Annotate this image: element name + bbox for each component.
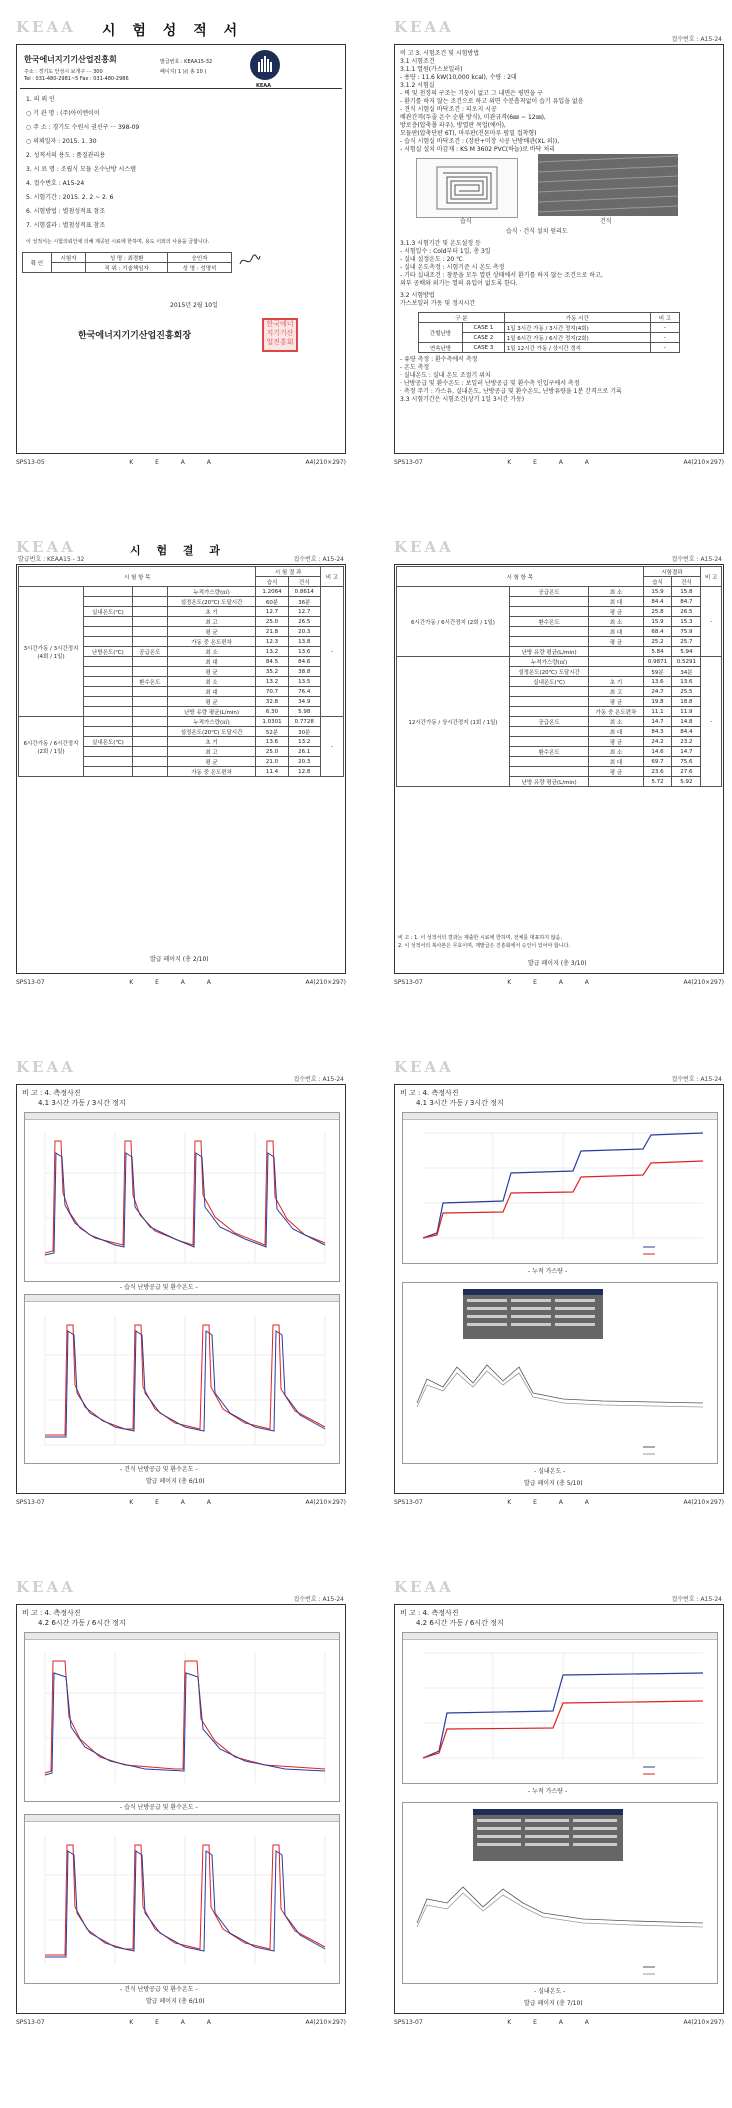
text-line: · 실내온도 : 실내 온도 조절기 위치 [400,372,491,379]
section-subtitle: 4.2 6시간 가동 / 6시간 정지 [38,1619,126,1627]
chart-caption-2: - 건식 난방공급 및 환수온도 - [120,1466,198,1473]
table-row: 평 균 19.8 18.8 [397,697,722,707]
org-name: 한국에너지기기산업진흥회 [24,55,117,64]
chart-caption-1: - 습식 난방공급 및 환수온도 - [120,1804,198,1811]
text-line: - 시험일수 : Cold부터 1일, 총 3일 [400,248,491,255]
keaa-watermark: KEAA [394,1058,454,1076]
text-line: 외부 공배와 외기는 열의 유입이 없도록 한다. [400,280,518,287]
text-line: 4. 접수번호 : A15-24 [26,180,85,187]
page-footer: SPS13-07 K E A A A4(210×297) [394,2019,724,2026]
table-row: 3시간가동 / 3시간정지 (4회 / 1일) 누적가스량(㎥) 1.2064 0.8614 - [19,587,344,597]
page-footer: SPS13-07 K E A A A4(210×297) [16,1499,346,1506]
table-row: 공급온도 최 소 14.7 14.8 [397,717,722,727]
text-line: 2. 성적서의 용도 : 품질관리용 [26,152,106,159]
table-row: 실내온도(℃) 초 기 13.6 13.2 [19,737,344,747]
text-line: 3.3 시험기간은 시험조건(상기 1일 3시간 가동) [400,396,525,403]
chart-caption-2: - 실내온도 - [534,1468,566,1475]
receipt-number: 접수번호 : A15-24 [293,1076,344,1083]
table-row: 난방 유량 평균(L/min) 5.84 5.94 [397,647,722,657]
page-1-certificate [10,16,352,468]
text-line: - 실내 온도측정 : 시험기준 시 온도 측정 [400,264,505,271]
issue-number: 발급번호 : KEAA15-32 [160,59,213,65]
indoor-temp-chart [402,1282,718,1464]
text-line: - 견식 시험실 바닥조건 : 피오지 시공 [400,106,497,113]
sign-table [22,252,232,273]
table-row: 6시간가동 / 6시간정지 (2회 / 1일) 공급온도 최 소 15.9 15.8 - [397,587,722,597]
page-title: 시 험 성 적 서 [102,23,244,39]
text-line: - 유량 측정 : 환수측에서 측정 [400,356,478,363]
section-title: 비 고 : 4. 측정사진 [400,1089,459,1097]
logo-text: KEAA [256,83,272,89]
text-line: 3.1 시험조건 [400,58,435,65]
text-line: · 난방공급 및 환수온도 : 보일러 난방공급 및 환수측 인입구에서 측정 [400,380,580,387]
text-line: 6. 시험방법 : 별첨성적표 참조 [26,208,106,215]
note-2: 2. 이 성적서의 복사본은 무효이며, 재발급은 진흥회에서 승인이 있어야 합니다. [398,943,570,949]
table-row: 설정온도(20℃) 도달시간 59분 34분 [397,667,722,677]
sign-approver: 승인자 [167,253,231,263]
table-row: 평 균 21.8 20.3 [19,627,344,637]
table-row: 최 고 25.0 26.5 [19,617,344,627]
issue-date: 2015년 2월 10일 [170,302,218,309]
table-row: 설정온도(20℃) 도달시간 52분 30분 [19,727,344,737]
receipt-number: 접수번호 : A15-24 [671,1596,722,1603]
text-line: - 기타 실내조건 : 창문을 모두 열린 상태에서 환기를 하지 않는 조건으로 하고, [400,272,603,279]
page-4-results [388,536,730,988]
receipt-number: 접수번호 : A15-24 [671,556,722,563]
signature-mark [238,252,262,270]
org-tel: Tel : 031-480-2981~5 Fax : 031-480-2986 [24,76,129,82]
table-row: 설정온도(20℃) 도달시간 60분 36분 [19,597,344,607]
page-footer: SPS13-05 K E A A A4(210×297) [16,459,346,466]
receipt-number: 접수번호 : A15-24 [293,1596,344,1603]
table-row: 실내온도(℃) 초 기 12.7 12.7 [19,607,344,617]
text-line: 방로층(압축폴 파우), 방열판 목업(에어), [400,122,506,129]
page-7-temp-charts [10,1576,352,2028]
text-line: 배관간격(두줄 온수 순환 방식), 미관규격(6㎜ ~ 12㎜), [400,114,546,121]
sign-approver-name: 성 명 : 성명석 [167,263,231,273]
chart-caption-2: - 실내온도 - [534,1988,566,1995]
section-subtitle: 4.1 3시간 가동 / 3시간 정지 [416,1099,504,1107]
caption-dry: 건식 [600,218,612,225]
divider [20,88,342,89]
page-footer-text: 발급 페이지 (총 7/10) [524,2000,583,2007]
section-title: 비 고 : 4. 측정사진 [22,1089,81,1097]
table-row: 환수온도 최 소 15.9 15.3 [397,617,722,627]
text-line: 3.2 시험방법 [400,292,435,299]
page-footer-text: 발급 페이지 (총 3/10) [528,960,587,967]
chart-caption-1: - 누적 가스량 - [528,1788,568,1795]
keaa-watermark: KEAA [16,1058,76,1076]
page-footer: SPS13-07 K E A A A4(210×297) [394,459,724,466]
dry-install-photo [538,154,678,216]
table-row: 6시간가동 / 6시간정지 (2회 / 1일) 누적가스량(㎥) 1.0301 0.7728 - [19,717,344,727]
table-row: 최 대 84.4 84.7 [397,597,722,607]
table-row: 평 균 24.2 23.2 [397,737,722,747]
photo-caption: 습식 · 건식 설치 원리도 [506,228,568,235]
keaa-watermark: KEAA [394,1578,454,1596]
chart-header-bar [403,1633,717,1640]
chart-caption-1: - 누적 가스량 - [528,1268,568,1275]
table-row: 난방온도(℃) 공급온도 최 소 13.2 13.6 [19,647,344,657]
results-table-1: 시 험 항 목 시 험 결 과 비 고 습식 건식 3시간가동 / 3시간정지 (4회 / 1일) 누적가스량(㎥) 1.2064 0.8614 - 설정온도(20℃) 도달시간 60분 36분 실내온도(℃) 초 기 12.7 12.7 최 고 25.0 26.5 평 균 21.8 20.3 가동 중 온도편차 12.3 13.8 난방온도(℃) 공급온도 최 소 13.2 13.6 최 대 84.5 84.6 평 균 35.2 38.8 환수온도 최 소 13.2 13.5 최 대 70.7 76.4 평 균 32.8 34.9 난방 유량 평균(L/min) 6.30 5.98 6시간가동 / 6시간정지 (2회 / 1일) 누적가스량(㎥) 1.0301 0.7728 - 설정온도(20℃) 도달시간 52분 30분 실내온도(℃) 초 기 13.6 13.2 최 고 25.0 26.1 평 균 21.0 20.3 가동 중 온도편차 11.4 12.8 [18,566,344,777]
text-line: - 실내 설정온도 : 20 ℃ [400,256,463,263]
text-line: 1. 의 뢰 인 [26,96,55,103]
table-row: 최 대 84.5 84.6 [19,657,344,667]
text-line: 3.1.1 열원(가스보일러) [400,66,463,73]
page-3-results [10,536,352,988]
section-subtitle: 4.1 3시간 가동 / 3시간 정지 [38,1099,126,1107]
page-footer: SPS13-07 K E A A A4(210×297) [16,979,346,986]
receipt-number: 접수번호 : A15-24 [671,1076,722,1083]
table-row: 평 균 32.8 34.9 [19,697,344,707]
table-row: 간헐난방 CASE 1 1일 3시간 가동 / 3시간 정지(4회) - [419,323,680,333]
table-row: 최 대 69.7 75.6 [397,757,722,767]
table-row: 가동 중 온도편차 12.3 13.8 [19,637,344,647]
notice-text: 이 성적서는 시험의뢰인에 의해 제공된 시료에 한하며, 용도 이외의 사용을 금합니다. [26,239,210,245]
page-number: 페이지( 1 )/( 총 10 ) [160,69,207,75]
table-row: 12시간가동 / 상시간정지 (1회 / 1일) 누적가스량(㎥) 0.9871 0.5291 - [397,657,722,667]
indoor-temp-chart [402,1802,718,1984]
page-8-gas-charts [388,1576,730,2028]
keaa-watermark: KEAA [394,538,454,556]
cumulative-gas-chart [402,1112,718,1264]
text-line: 가스보일러 가동 및 정지시간 [400,300,476,307]
keaa-watermark: KEAA [16,18,76,36]
text-line: - 온도 측정 [400,364,430,371]
table-row: 가동 중 온도편차 11.4 12.8 [19,767,344,777]
sign-tester: 시험자 [51,253,86,263]
chart-header-bar [25,1113,339,1120]
wet-temp-chart [24,1632,340,1802]
chart-header-bar [403,1113,717,1120]
text-line: 5. 시험기간 : 2015. 2. 2 ~ 2. 6 [26,194,114,201]
table-row: 최 대 68.4 75.9 [397,627,722,637]
chart-lines [403,1283,717,1463]
table-row: 실내온도(℃) 초 기 13.6 13.6 [397,677,722,687]
text-line: ○ 주 소 : 경기도 수원시 권선구 ··· 398-09 [26,124,140,131]
table-row: 최 대 84.3 84.4 [397,727,722,737]
section-subtitle: 4.2 6시간 가동 / 6시간 정지 [416,1619,504,1627]
page-footer-text: 발급 페이지 (총 6/10) [146,1998,205,2005]
table-row: 최 고 24.7 25.5 [397,687,722,697]
chart-lines [403,1803,717,1983]
table-row: 평 균 23.6 27.6 [397,767,722,777]
table-row: 난방 유량 평균(L/min) 5.72 5.92 [397,777,722,787]
wet-install-diagram [416,158,518,218]
operation-table: 구 분 가동 시간 비 고 간헐난방 CASE 1 1일 3시간 가동 / 3시간 정지(4회) - CASE 2 1일 6시간 가동 / 6시간 정지(2회) - 연속난방 CASE 3 1일 12시간 가동 / 상시간 정지 - [418,312,680,353]
note-1: 비 고 : 1. 이 성적서의 결과는 제출한 시료에 한하며, 전체를 대표하지 않음. [398,935,562,941]
text-line: - 환기를 하지 않는 조건으로 하고 외면 수분흡착없이 습기 유입을 없음 [400,98,584,105]
chart-lines [403,1633,717,1783]
page-footer-text: 발급 페이지 (총 6/10) [146,1478,205,1485]
table-row: 환수온도 최 소 13.2 13.5 [19,677,344,687]
sign-tester-name: 성 명 : 최경환 [86,253,168,263]
table-row: 최 대 70.7 76.4 [19,687,344,697]
data-overlay-window [463,1289,603,1339]
text-line: - 시험실 설치 마감재 : KS M 3602 PVC(하늘)로 바닥 처리 [400,146,555,153]
table-row: 가동 중 온도편차 11.1 11.9 [397,707,722,717]
keaa-watermark: KEAA [394,18,454,36]
results-table-2: 시 험 항 목 시험결과 비 고 습식 건식 6시간가동 / 6시간정지 (2회 / 1일) 공급온도 최 소 15.9 15.8 - 최 대 84.4 84.7 평 균 25.8 26.5 환수온도 최 소 15.9 15.3 최 대 68.4 75.9 평 균 25.2 25.7 난방 유량 평균(L/min) 5.84 5.94 12시간가동 / 상시간정지 (1회 / 1일) 누적가스량(㎥) 0.9871 0.5291 - 설정온도(20℃) 도달시간 59분 34분 실내온도(℃) 초 기 13.6 13.6 최 고 24.7 25.5 평 균 19.8 18.8 가동 중 온도편차 11.1 11.9 공급온도 최 소 14.7 14.8 최 대 84.3 84.4 평 균 24.2 23.2 환수온도 최 소 14.6 14.7 최 대 69.7 75.6 평 균 23.6 27.6 난방 유량 평균(L/min) 5.72 5.92 [396,566,722,787]
chart-lines [403,1113,717,1263]
table-row: 평 균 25.2 25.7 [397,637,722,647]
table-row: 평 균 21.0 20.3 [19,757,344,767]
text-line: - 벽 및 천정의 구조는 기둥이 없고 그 내면은 평면을 구 [400,90,543,97]
page-6-gas-charts [388,1056,730,1508]
chart-header-bar [25,1295,339,1302]
chart-caption-1: - 습식 난방공급 및 환수온도 - [120,1284,198,1291]
text-line: 3.1.3 시험기간 및 온도설정 등 [400,240,481,247]
page-footer-text: 발급 페이지 (총 2/10) [150,956,209,963]
page-footer-text: 발급 페이지 (총 5/10) [524,1480,583,1487]
text-line: 3.1.2 시험실 [400,82,435,89]
text-line: 모듈판(압축단판 6T), 마루판(진톤마루 펌밀 접착형) [400,130,537,137]
official-stamp: 한국에너 지기기산 업진흥회 [262,318,298,352]
table-row: 평 균 35.2 38.8 [19,667,344,677]
keaa-watermark: KEAA [16,1578,76,1596]
dry-temp-chart [24,1294,340,1464]
text-line: · 측정 주기 : 가스유, 실내온도, 난방공급 및 환수온도, 난방유량을 1분 간격으로 기록 [400,388,622,395]
page-footer: SPS13-07 K E A A A4(210×297) [394,1499,724,1506]
text-line: 7. 시험결과 : 별첨성적표 참조 [26,222,106,229]
text-line: 비 고 3. 시험조건 및 시험방법 [400,50,480,57]
table-row: 최 고 25.0 26.1 [19,747,344,757]
cumulative-gas-chart [402,1632,718,1784]
org-footer: 한국에너지기기산업진흥회장 [78,331,192,341]
table-row: 환수온도 최 소 14.6 14.7 [397,747,722,757]
receipt-number: 접수번호 : A15-24 [671,36,722,43]
sign-title: 직 위 : 기술책임자 [86,263,168,273]
table-row: 난방 유량 평균(L/min) 6.30 5.98 [19,707,344,717]
chart-caption-2: - 건식 난방공급 및 환수온도 - [120,1986,198,1993]
keaa-watermark: KEAA [16,538,76,556]
section-title: 비 고 : 4. 측정사진 [22,1609,81,1617]
chart-lines [25,1633,339,1801]
page-title: 시 험 결 과 [130,544,226,557]
caption-wet: 습식 [460,218,472,225]
table-row: CASE 2 1일 6시간 가동 / 6시간 정지(2회) - [419,333,680,343]
chart-header-bar [25,1815,339,1822]
text-line: 3. 시 료 명 : 조립식 모듈 온수난방 시스템 [26,166,136,173]
chart-lines [25,1815,339,1983]
receipt-number: 접수번호 : A15-24 [293,556,344,563]
wet-temp-chart [24,1112,340,1282]
chart-lines [25,1295,339,1463]
page-footer: SPS13-07 K E A A A4(210×297) [16,2019,346,2026]
section-title: 비 고 : 4. 측정사진 [400,1609,459,1617]
table-row: 평 균 25.8 26.5 [397,607,722,617]
page-frame [16,44,346,454]
dry-temp-chart [24,1814,340,1984]
page-2-conditions [388,16,730,468]
sign-confirm: 확 인 [23,253,52,273]
text-line: - 습식 시험실 바닥조건 : (장판+미장 시공 난방배관(XL 외)), [400,138,560,145]
table-row: 연속난방 CASE 3 1일 12시간 가동 / 상시간 정지 - [419,343,680,353]
keaa-logo [250,50,280,80]
text-line: ○ 기 관 명 : (주)아이엔이이 [26,110,100,117]
issue-number: 발급번호 : KEAA15 - 32 [18,556,85,563]
page-footer: SPS13-07 K E A A A4(210×297) [394,979,724,986]
page-5-temp-charts [10,1056,352,1508]
text-line: ○ 의뢰일자 : 2015. 1. 30 [26,138,97,145]
chart-lines [25,1113,339,1281]
org-address: 주소 : 경기도 안성시 보개구 ··· 300 [24,69,103,75]
chart-header-bar [25,1633,339,1640]
text-line: - 용량 : 11.6 kW(10,000 kcal), 수량 : 2대 [400,74,517,81]
